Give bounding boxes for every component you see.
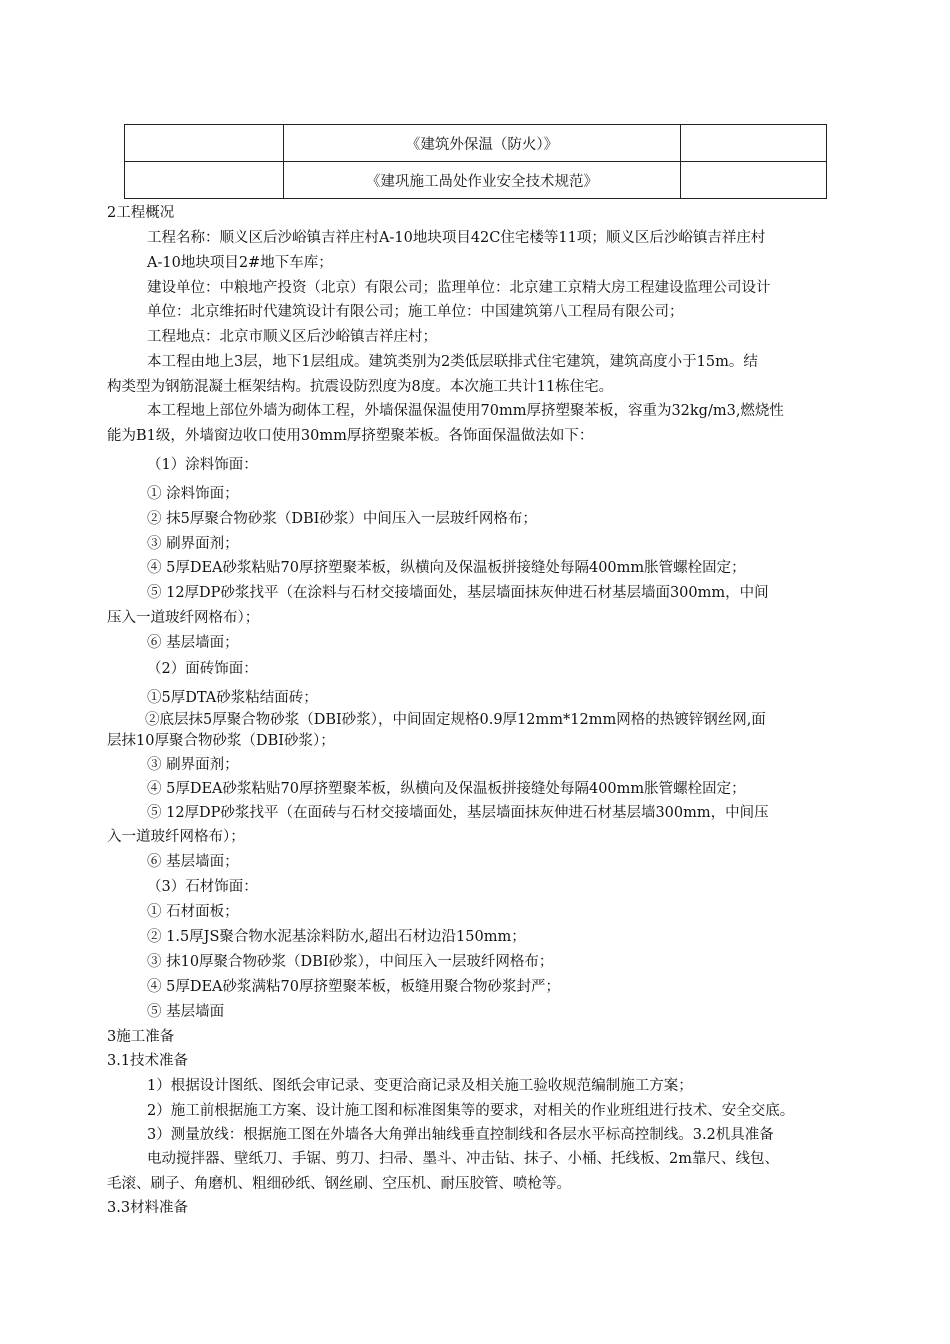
list-item: ④ 5厚DEA砂浆粘贴70厚挤塑聚苯板，纵横向及保温板拼接缝处每隔400mm胀管螺栓固定；	[147, 781, 746, 797]
section-heading: 3施工准备	[107, 1029, 175, 1045]
table-cell	[125, 125, 284, 162]
paragraph-line: A-10地块项目2#地下车库；	[147, 255, 333, 271]
paragraph-line: 3）测量放线：根据施工图在外墙各大角弹出轴线垂直控制线和各层水平标高控制线。3.2机具准备	[147, 1127, 774, 1143]
paragraph-line: 单位：北京维拓时代建筑设计有限公司；施工单位：中国建筑第八工程局有限公司；	[147, 304, 684, 320]
paragraph-line: 1）根据设计图纸、图纸会审记录、变更洽商记录及相关施工验收规范编制施工方案；	[147, 1078, 693, 1094]
list-item: ① 石材面板；	[147, 904, 239, 920]
list-item: 入一道玻纤网格布）；	[107, 829, 245, 845]
section-heading: 3.3材料准备	[107, 1200, 189, 1216]
paragraph-line: 毛滚、刷子、角磨机、粗细砂纸、钢丝刷、空压机、耐压胶管、喷枪等。	[107, 1176, 571, 1192]
list-item: ④ 5厚DEA砂浆粘贴70厚挤塑聚苯板，纵横向及保温板拼接缝处每隔400mm胀管螺栓固定；	[147, 560, 746, 576]
standards-table	[124, 124, 827, 199]
list-item: 层抹10厚聚合物砂浆（DBI砂浆）；	[107, 733, 335, 749]
subheading: （1）涂料饰面：	[147, 457, 258, 473]
list-item: ③ 刷界面剂；	[147, 536, 239, 552]
list-item: ④ 5厚DEA砂浆满粘70厚挤塑聚苯板，板缝用聚合物砂浆封严；	[147, 979, 560, 995]
table-cell	[681, 162, 827, 199]
paragraph-line: 2）施工前根据施工方案、设计施工图和标准图集等的要求，对相关的作业班组进行技术、安全交底。	[147, 1103, 795, 1119]
table-row	[125, 125, 827, 162]
paragraph-line: 构类型为钢筋混凝土框架结构。抗震设防烈度为8度。本次施工共计11栋住宅。	[107, 379, 614, 395]
list-item: ⑤ 12厚DP砂浆找平（在面砖与石材交接墙面处，基层墙面抹灰伸进石材基层墙300mm，中间压	[147, 805, 769, 821]
list-item: ①5厚DTA砂浆粘结面砖；	[147, 690, 318, 706]
list-item: ⑤ 基层墙面	[147, 1004, 225, 1020]
list-item: ⑤ 12厚DP砂浆找平（在涂料与石材交接墙面处，基层墙面抹灰伸进石材基层墙面300mm，中间	[147, 585, 769, 601]
paragraph-line: 工程名称：顺义区后沙峪镇吉祥庄村A-10地块项目42C住宅楼等11项；顺义区后沙峪镇吉祥庄村	[147, 230, 766, 246]
paragraph-line: 工程地点：北京市顺义区后沙峪镇吉祥庄村；	[147, 329, 437, 345]
section-heading: 3.1技术准备	[107, 1053, 189, 1069]
list-item: ② 1.5厚JS聚合物水泥基涂料防水,超出石材边沿150mm；	[147, 929, 526, 945]
subheading: （2）面砖饰面：	[147, 661, 258, 677]
paragraph-line: 能为B1级，外墙窗边收口使用30mm厚挤塑聚苯板。各饰面保温做法如下：	[107, 428, 594, 444]
list-item: 压入一道玻纤网格布）；	[107, 610, 260, 626]
table-cell	[125, 162, 284, 199]
list-item: ⑥ 基层墙面；	[147, 635, 239, 651]
table-row	[125, 162, 827, 199]
paragraph-line: 建设单位：中粮地产投资（北京）有限公司；监理单位：北京建工京精大房工程建设监理公司设计	[147, 280, 771, 296]
paragraph-line: 电动搅拌器、壁纸刀、手锯、剪刀、扫帚、墨斗、冲击钻、抹子、小桶、托线板、2m靠尺、线包、	[147, 1151, 779, 1167]
section-heading: 2工程概况	[107, 205, 175, 221]
list-item: ② 抹5厚聚合物砂浆（DBI砂浆）中间压入一层玻纤网格布；	[147, 511, 537, 527]
table-cell: 《建筑外保温（防火）》	[284, 125, 681, 162]
table-cell: 《建巩施工咼处作业安全技术规范》	[284, 162, 681, 199]
list-item: ① 涂料饰面；	[147, 486, 239, 502]
paragraph-line: 本工程地上部位外墙为砌体工程，外墙保温保温使用70mm厚挤塑聚苯板，容重为32kg/m3,燃烧性	[147, 403, 784, 419]
paragraph-line: 本工程由地上3层，地下1层组成。建筑类别为2类低层联排式住宅建筑，建筑高度小于15m。结	[147, 354, 758, 370]
list-item: ③ 抹10厚聚合物砂浆（DBI砂浆），中间压入一层玻纤网格布；	[147, 954, 554, 970]
table-cell	[681, 125, 827, 162]
list-item: ②底层抹5厚聚合物砂浆（DBI砂浆），中间固定规格0.9厚12mm*12mm网格的热镀锌钢丝网,面	[145, 712, 766, 728]
list-item: ③ 刷界面剂；	[147, 757, 239, 773]
subheading: （3）石材饰面：	[147, 879, 258, 895]
list-item: ⑥ 基层墙面；	[147, 854, 239, 870]
